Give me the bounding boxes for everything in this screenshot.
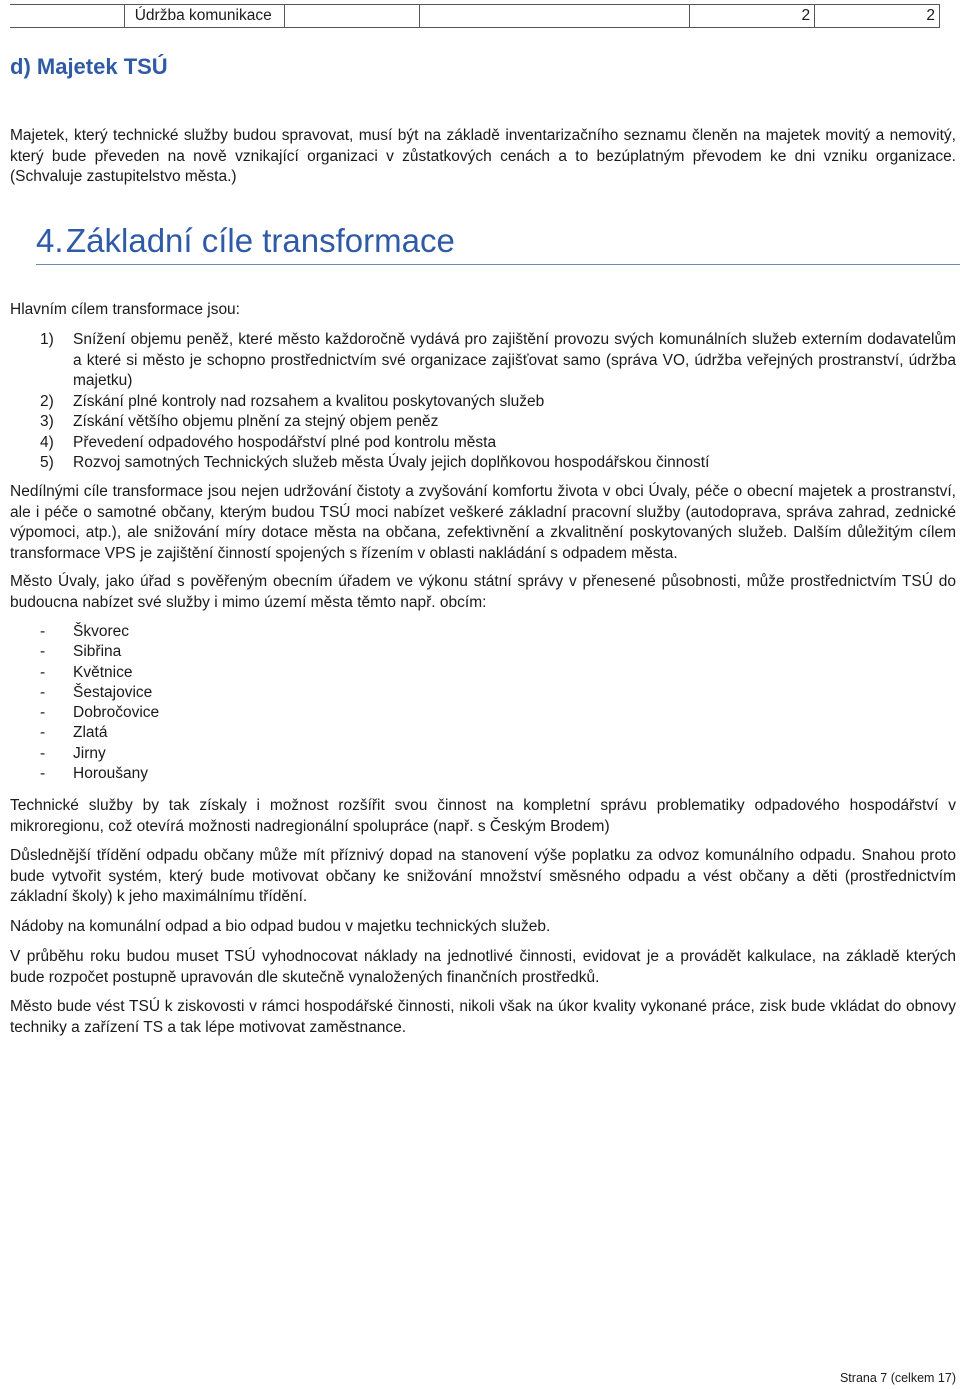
town-name: Škvorec [73, 623, 129, 640]
page-number-footer: Strana 7 (celkem 17) [839, 1371, 956, 1385]
majetek-paragraph: Majetek, který technické služby budou spravovat, musí být na základě inventarizačního seznamu členěn na majetek movitý a nemovitý, který bude převeden na nově vznikající organizaci v zůstatkových cenách a to bezúplatným převodem ke dni vzniku organizace. (Schvaluje zastupitelstvo města.) [10, 127, 956, 185]
list-dash: - [40, 765, 46, 783]
technicke-sluzby-paragraph: Technické služby by tak získaly i možnost rozšířit svou činnost na kompletní správu problematiky odpadového hospodářství v mikroregionu, což otevírá možnosti nadregionální spolupráce (např. s Českým Brodem) [10, 797, 956, 835]
towns-list [40, 622, 159, 784]
goal-text: Převedení odpadového hospodářství plné pod kontrolu města [73, 433, 497, 451]
section-4-heading [36, 222, 960, 265]
town-name: Zlatá [73, 724, 108, 742]
header-cell-title: Údržba komunikace [124, 5, 284, 28]
goal-text: Rozvoj samotných Technických služeb města Úvaly jejich doplňkovou hospodářskou činností [73, 454, 710, 471]
list-dash: - [40, 724, 46, 742]
ziskovost-paragraph: Město bude vést TSÚ k ziskovosti v rámci hospodářské činnosti, nikoli však na úkor kvality vykonané práce, zisk bude vkládat do obnovy techniky a zařízení TS a tak lépe motivovat zaměstnance. [10, 998, 956, 1036]
town-item [40, 723, 159, 743]
nedilnymi-paragraph: Nedílnými cíle transformace jsou nejen udržování čistoty a zvyšování komfortu života v obci Úvaly, péče o obecní majetek a prostranství, ale i péče o samotné občany, kterým budou TSÚ moci nabízet veškeré základní pracovní služby (autodoprava, správa zahrad, zednické výpomoci, atp.), ale snižování míry dotace města na občana, zefektivnění a zkvalitnění poskytovaných služeb. Dalším důležitým cílem transformace VPS je zajištění činností spojených s řízením v oblasti nakládání s odpadem města. [10, 483, 956, 562]
naklady-paragraph: V průběhu roku budou muset TSÚ vyhodnocovat náklady na jednotlivé činnosti, evidovat je a provádět kalkulace, na základě kterých bude rozpočet postupně upravován dle skutečně vynaložených finančních prostředků. [10, 948, 956, 986]
mesto-paragraph: Město Úvaly, jako úřad s pověřeným obecním úřadem ve výkonu státní správy v přenesené působnosti, může prostřednictvím TSÚ do budoucna nabízet své služby i mimo území města těmto např. obcím: [10, 573, 956, 611]
header-cell-empty [10, 5, 124, 28]
town-item [40, 683, 159, 703]
town-name: Květnice [73, 663, 133, 681]
goals-list [10, 330, 956, 474]
section-4-number: 4. [36, 222, 64, 259]
town-item [40, 744, 159, 764]
goal-text: Získání plné kontroly nad rozsahem a kvalitou poskytovaných služeb [73, 392, 545, 410]
list-dash: - [40, 643, 46, 661]
header-table [10, 4, 940, 28]
header-cell-empty [419, 5, 690, 28]
list-dash: - [40, 663, 46, 681]
goal-number: 4) [40, 433, 54, 451]
goal-text: Získání většího objemu plnění za stejný objem peněz [73, 413, 439, 430]
town-name: Jirny [73, 744, 106, 762]
goal-item [10, 330, 956, 392]
trideni-paragraph: Důslednější třídění odpadu občany může mít příznivý dopad na stanovení výše poplatku za odvoz komunálního odpadu. Snahou proto bude vytvořit systém, který bude motivovat občany ke snižování množství směsného odpadu a vést občany a děti (prostřednictvím základní školy) k jeho maximálnímu třídění. [10, 847, 956, 905]
header-cell-number: 2 [815, 5, 940, 28]
town-item [40, 703, 159, 723]
town-item [40, 622, 159, 642]
goals-intro: Hlavním cílem transformace jsou: [10, 301, 240, 318]
goal-item [10, 412, 956, 433]
town-item [40, 663, 159, 683]
goal-item [10, 392, 956, 413]
town-name: Sibřina [73, 643, 122, 661]
goal-number: 2) [40, 392, 54, 410]
list-dash: - [40, 623, 46, 640]
goal-item [10, 433, 956, 454]
list-dash: - [40, 704, 46, 722]
section-4-title: Základní cíle transformace [66, 222, 455, 259]
nadoby-paragraph: Nádoby na komunální odpad a bio odpad budou v majetku technických služeb. [10, 918, 551, 935]
header-cell-empty [284, 5, 419, 28]
town-item [40, 642, 159, 662]
town-name: Dobročovice [73, 704, 160, 722]
town-item [40, 764, 159, 784]
section-d-heading: d) Majetek TSÚ [10, 54, 168, 79]
goal-number: 1) [40, 331, 54, 348]
header-cell-number: 2 [690, 5, 815, 28]
goal-number: 5) [40, 454, 54, 471]
goal-item [10, 453, 956, 474]
goal-number: 3) [40, 413, 54, 430]
town-name: Horoušany [73, 765, 148, 783]
goal-text: Snížení objemu peněž, které město každoročně vydává pro zajištění provozu svých komunálních služeb externím dodavatelům a které si město je schopno prostřednictvím své organizace zajišťovat samo (správa VO, údržba veřejných prostranství, údržba majetku) [73, 331, 956, 389]
list-dash: - [40, 744, 46, 762]
town-name: Šestajovice [73, 683, 153, 701]
list-dash: - [40, 683, 46, 701]
